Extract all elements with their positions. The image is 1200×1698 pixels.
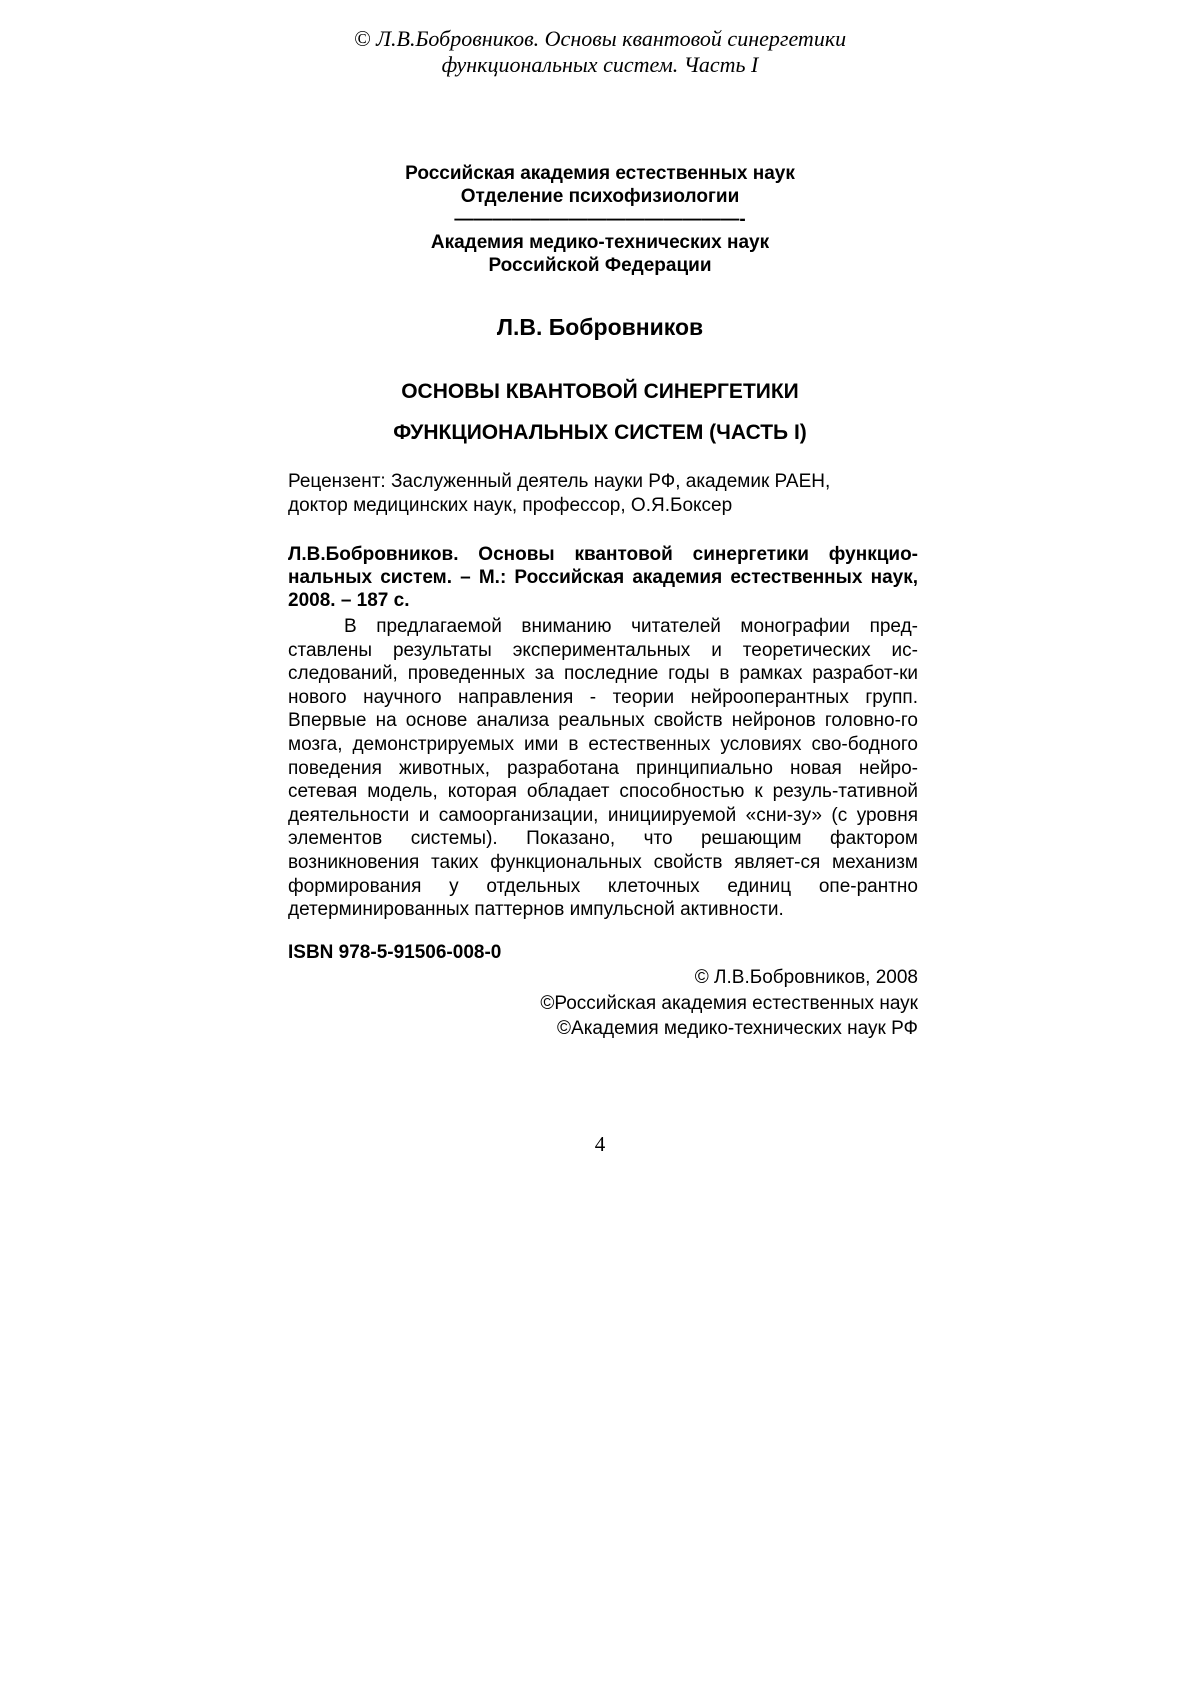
abstract-paragraph: В предлагаемой вниманию читателей монографии пред-ставлены результаты экспериментальных и теоретических ис-следований, проведенных за последние годы в рамках разработ-ки нового научного направления - теории нейрооперантных групп. Впервые на основе анализа реальных свойств нейронов головно-го мозга, демонстрируемых ими в естественных условиях сво-бодного поведения животных, разработана принципиально новая нейро-сетевая модель, которая обладает способностью к резуль-тативной деятельности и самоорганизации, инициируемой «сни-зу» (с уровня элементов системы). Показано, что решающим фактором возникновения таких функциональных свойств являет-ся механизм формирования у отдельных клеточных единиц опе-рантно детерминированных паттернов импульсной активности. (288, 615, 918, 922)
reviewer-line-1: Рецензент: Заслуженный деятель науки РФ, академик РАЕН, (288, 470, 918, 494)
running-header (0, 26, 1200, 78)
reviewer-line-2: доктор медицинских наук, профессор, О.Я.Боксер (288, 494, 918, 518)
copyright-academy: ©Российская академия естественных наук (400, 991, 918, 1017)
copyright-med-academy: ©Академия медико-технических наук РФ (400, 1016, 918, 1042)
org-1-division: Отделение психофизиологии (0, 185, 1200, 208)
bibliographic-citation: Л.В.Бобровников. Основы квантовой синергетики функцио-нальных систем. – М.: Российская академия естественных наук, 2008. – 187 с. (288, 543, 918, 612)
org-2-line-2: Российской Федерации (0, 254, 1200, 277)
running-header-line-1: © Л.В.Бобровников. Основы квантовой синергетики (0, 26, 1200, 52)
copyright-block (400, 965, 918, 1042)
book-title-line-2: ФУНКЦИОНАЛЬНЫХ СИСТЕМ (ЧАСТЬ I) (0, 420, 1200, 446)
org-separator: ———————————————- (0, 208, 1200, 231)
reviewer-block (288, 470, 918, 518)
page-number: 4 (0, 1131, 1200, 1157)
isbn: ISBN 978-5-91506-008-0 (288, 941, 501, 965)
organizations-block (0, 162, 1200, 277)
author-name: Л.В. Бобровников (0, 313, 1200, 341)
org-2-line-1: Академия медико-технических наук (0, 231, 1200, 254)
running-header-line-2: функциональных систем. Часть I (0, 52, 1200, 78)
org-1-name: Российская академия естественных наук (0, 162, 1200, 185)
copyright-author: © Л.В.Бобровников, 2008 (400, 965, 918, 991)
book-title-line-1: ОСНОВЫ КВАНТОВОЙ СИНЕРГЕТИКИ (0, 379, 1200, 405)
